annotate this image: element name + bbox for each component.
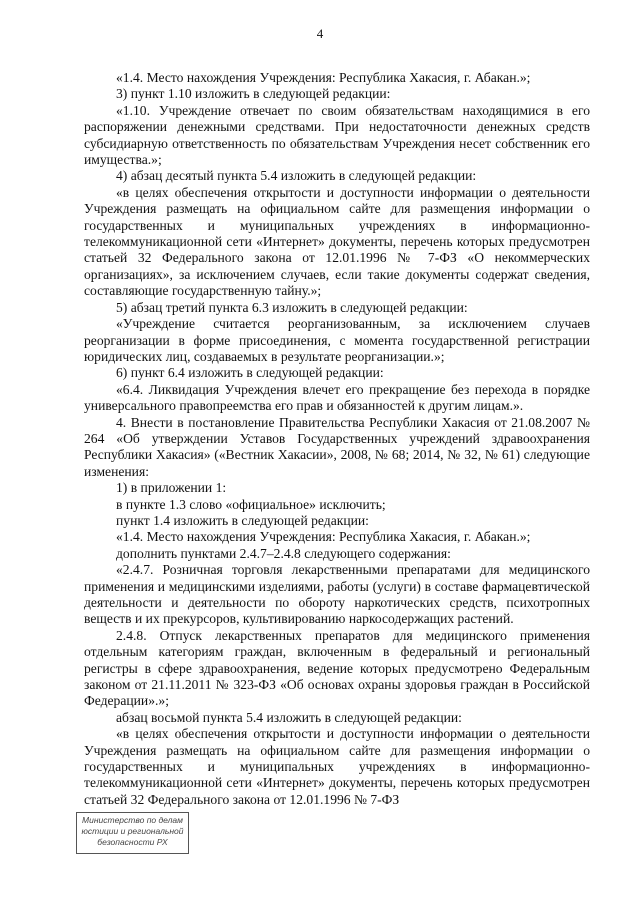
paragraph: «1.4. Место нахождения Учреждения: Республика Хакасия, г. Абакан.»; [116, 529, 531, 545]
paragraph: абзац восьмой пункта 5.4 изложить в следующей редакции: [116, 709, 462, 725]
paragraph: «в целях обеспечения открытости и доступности информации о деятельности Учреждения размещать на официальном сайте для размещения информации о государственных и муниципальных учреждениях в информационно-телекоммуникационной сети «Интернет» документы, перечень которых предусмотрен статьей 32 Федерального закона от 12.01.1996 № 7-ФЗ «О некоммерческих организациях», за исключением случаев, если такие документы содержат сведения, составляющие государственную тайну.»; [84, 184, 590, 299]
paragraph: 2.4.8. Отпуск лекарственных препаратов для медицинского применения отдельным категориям граждан, включенным в федеральный и региональный регистры в сфере здравоохранения, ведение которых предусмотрено Федеральным законом от 21.11.2011 № 323-ФЗ «Об основах охраны здоровья граждан в Российской Федерации».»; [84, 627, 590, 709]
paragraph: «1.4. Место нахождения Учреждения: Республика Хакасия, г. Абакан.»; [116, 70, 531, 85]
registration-stamp [76, 812, 189, 854]
paragraph: «1.10. Учреждение отвечает по своим обязательствам находящимися в его распоряжении денежными средствами. При недостаточности денежных средств субсидиарную ответственность по обязательствам Учреждения несет собственник его имущества.»; [84, 102, 590, 168]
page-number: 4 [316, 26, 324, 41]
paragraph: 6) пункт 6.4 изложить в следующей редакции: [116, 365, 384, 381]
paragraph: дополнить пунктами 2.4.7–2.4.8 следующего содержания: [116, 545, 451, 561]
paragraph: 4) абзац десятый пункта 5.4 изложить в следующей редакции: [116, 168, 477, 184]
paragraph: 5) абзац третий пункта 6.3 изложить в следующей редакции: [116, 299, 468, 315]
document-body [84, 70, 590, 808]
stamp-line: юстиции и региональной [81, 826, 184, 836]
paragraph: 3) пункт 1.10 изложить в следующей редакции: [116, 86, 391, 102]
stamp-line: безопасности РХ [97, 837, 168, 847]
paragraph: «2.4.7. Розничная торговля лекарственными препаратами для медицинского применения и медицинскими изделиями, работы (услуги) в составе фармацевтической деятельности и деятельности по обороту наркотических средств, психотропных веществ и их прекурсоров, культивированию наркосодержащих растений. [84, 562, 590, 627]
paragraph: 1) в приложении 1: [116, 480, 227, 496]
stamp-line: Министерство по делам [82, 815, 183, 825]
paragraph: пункт 1.4 изложить в следующей редакции: [116, 512, 369, 528]
paragraph: 4. Внести в постановление Правительства Республики Хакасия от 21.08.2007 № 264 «Об утверждении Уставов Государственных учреждений здравоохранения Республики Хакасия» («Вестник Хакасии», 2008, № 68; 2014, № 32, № 61) следующие изменения: [84, 414, 590, 479]
paragraph: «в целях обеспечения открытости и доступности информации о деятельности Учреждения размещать на официальном сайте для размещения информации о государственных и муниципальных учреждениях в информационно-телекоммуникационной сети «Интернет» документы, перечень которых предусмотрен статьей 32 Федерального закона от 12.01.1996 № 7-ФЗ [84, 726, 590, 807]
paragraph: в пункте 1.3 слово «официальное» исключить; [116, 496, 386, 512]
paragraph: «Учреждение считается реорганизованным, за исключением случаев реорганизации в форме присоединения, с момента государственной регистрации юридических лиц, создаваемых в результате реорганизации.»; [84, 316, 590, 364]
paragraph: «6.4. Ликвидация Учреждения влечет его прекращение без перехода в порядке универсального правопреемства его прав и обязанностей к другим лицам.». [84, 381, 590, 414]
